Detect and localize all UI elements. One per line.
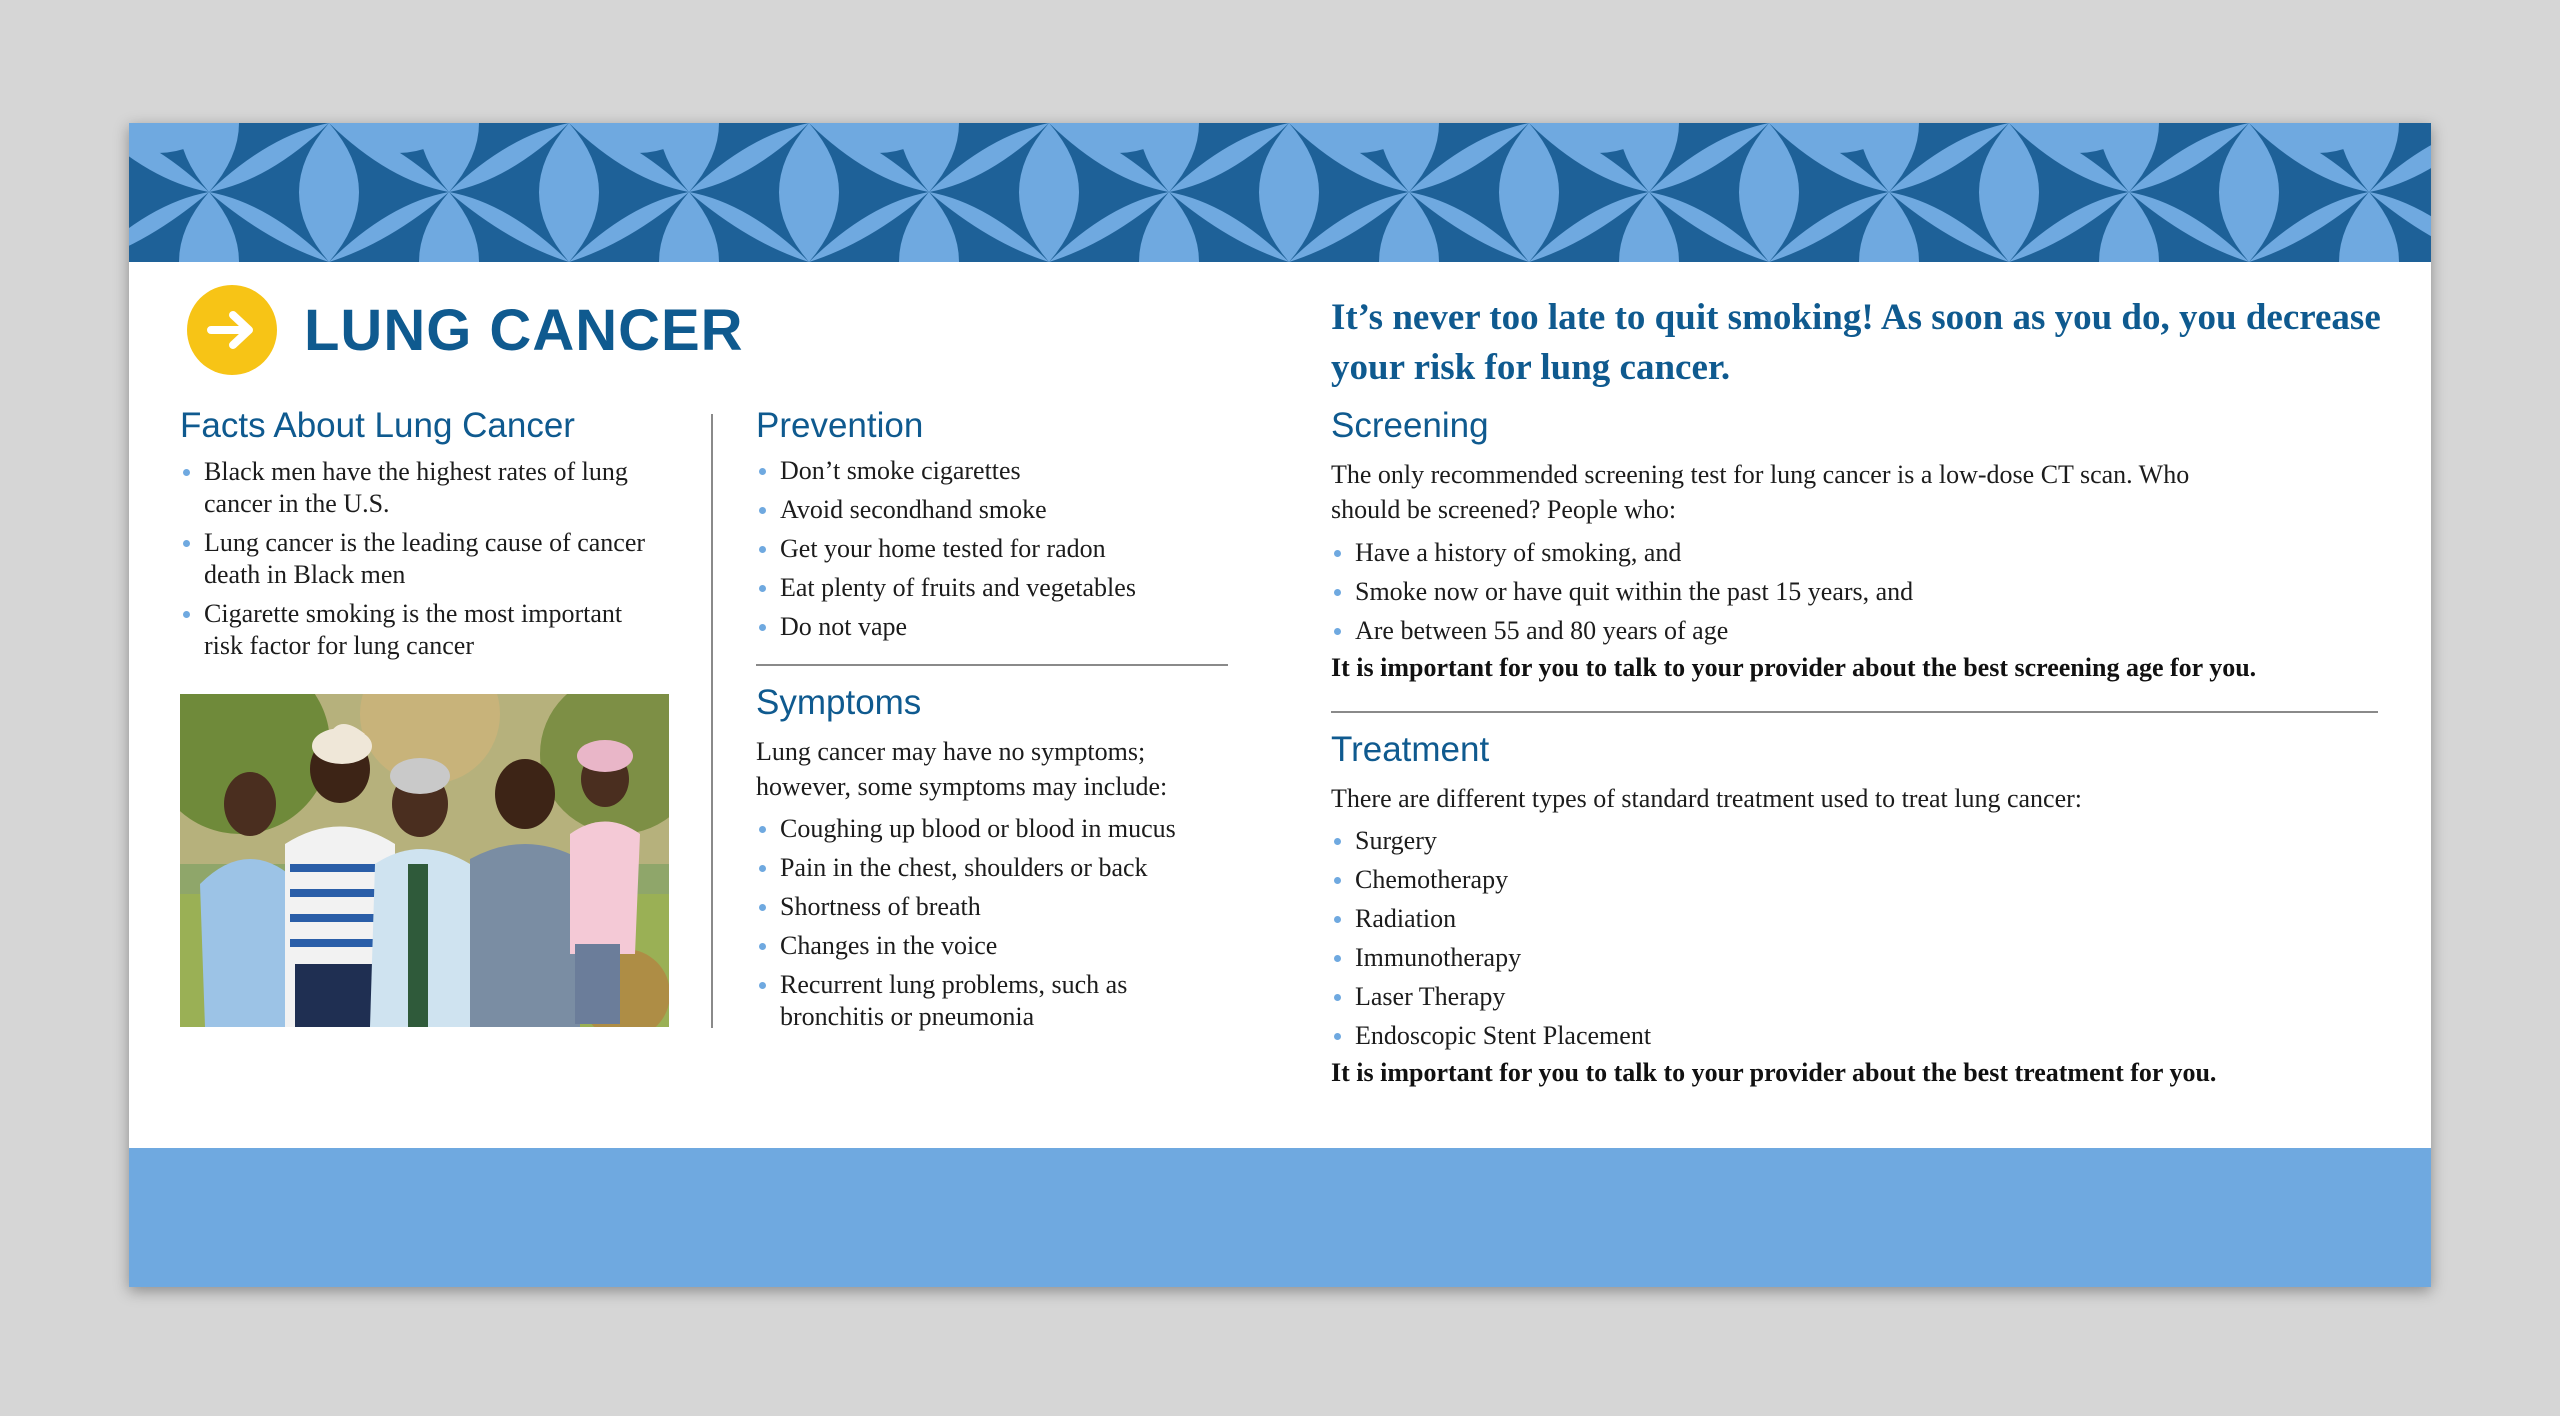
screening-intro: The only recommended screening test for lung cancer is a low-dose CT scan. Who should be screened? People who:: [1331, 460, 2190, 524]
list-item: Endoscopic Stent Placement: [1331, 1020, 2331, 1052]
screening-heading: Screening: [1331, 406, 1489, 445]
symptoms-intro: Lung cancer may have no symptoms; however, some symptoms may include:: [756, 737, 1168, 801]
page-title: LUNG CANCER: [304, 297, 744, 363]
section-divider: [756, 664, 1228, 666]
arrow-right-icon: [187, 285, 277, 375]
prevention-list: [756, 455, 1256, 650]
screening-note: It is important for you to talk to your provider about the best screening age for you.: [1331, 653, 2257, 682]
section-divider: [1331, 711, 2378, 713]
symptoms-heading: Symptoms: [756, 683, 922, 722]
list-item: Laser Therapy: [1331, 981, 2331, 1013]
list-item: Coughing up blood or blood in mucus: [756, 813, 1256, 845]
list-item: Get your home tested for radon: [756, 533, 1256, 565]
bottom-color-band: [129, 1148, 2431, 1287]
list-item: Have a history of smoking, and: [1331, 537, 2331, 569]
list-item: Changes in the voice: [756, 930, 1256, 962]
list-item: Smoke now or have quit within the past 15 years, and: [1331, 576, 2331, 608]
screening-list: [1331, 537, 2331, 654]
list-item: Eat plenty of fruits and vegetables: [756, 572, 1256, 604]
list-item: Pain in the chest, shoulders or back: [756, 852, 1256, 884]
facts-list: [180, 456, 650, 669]
brochure-page: [129, 123, 2431, 1287]
list-item: Lung cancer is the leading cause of cancer death in Black men: [180, 527, 650, 591]
list-item: Radiation: [1331, 903, 2331, 935]
list-item: Avoid secondhand smoke: [756, 494, 1256, 526]
column-divider: [711, 414, 713, 1028]
list-item: Black men have the highest rates of lung cancer in the U.S.: [180, 456, 650, 520]
title-row: [187, 283, 744, 377]
list-item: Recurrent lung problems, such as bronchitis or pneumonia: [756, 969, 1200, 1033]
list-item: Immunotherapy: [1331, 942, 2331, 974]
prevention-heading: Prevention: [756, 406, 924, 445]
family-photo: [180, 694, 669, 1027]
symptoms-list: [756, 813, 1256, 1040]
list-item: Surgery: [1331, 825, 2331, 857]
list-item: Cigarette smoking is the most important risk factor for lung cancer: [180, 598, 650, 662]
facts-heading: Facts About Lung Cancer: [180, 406, 575, 445]
tagline: It’s never too late to quit smoking! As soon as you do, you decrease your risk for lung cancer.: [1331, 297, 2381, 388]
decorative-pattern-band: [129, 123, 2431, 262]
treatment-heading: Treatment: [1331, 730, 1490, 769]
treatment-note: It is important for you to talk to your provider about the best treatment for you.: [1331, 1058, 2217, 1087]
list-item: Chemotherapy: [1331, 864, 2331, 896]
list-item: Are between 55 and 80 years of age: [1331, 615, 2331, 647]
list-item: Do not vape: [756, 611, 1256, 643]
treatment-list: [1331, 825, 2331, 1059]
list-item: Don’t smoke cigarettes: [756, 455, 1256, 487]
treatment-intro: There are different types of standard treatment used to treat lung cancer:: [1331, 784, 2083, 813]
list-item: Shortness of breath: [756, 891, 1256, 923]
